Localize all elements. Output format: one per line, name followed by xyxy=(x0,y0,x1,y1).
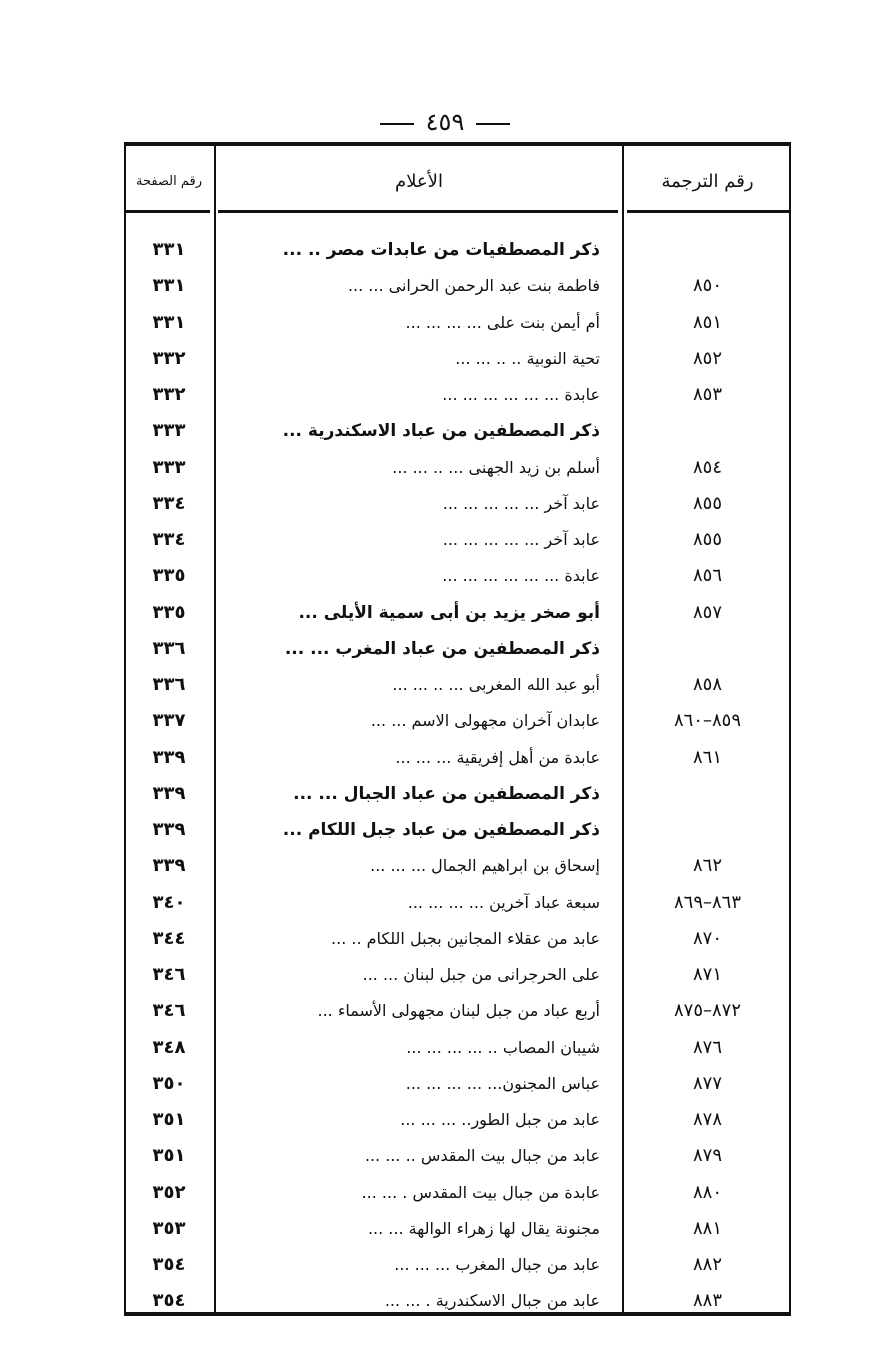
row-page-number: ٣٥٣ xyxy=(152,1217,186,1239)
page-number-text: ٤٥٩ xyxy=(425,108,465,136)
row-name: شيبان المصاب .. ... ... ... ... xyxy=(406,1037,600,1057)
row-name: عابد من جبال بيت المقدس .. ... ... xyxy=(364,1146,600,1166)
row-name: ذكر المصطفيات من عابدات مصر .. ... xyxy=(282,240,600,260)
row-entry-number xyxy=(624,776,791,812)
row-page-number: ٣٤٨ xyxy=(152,1036,186,1058)
row-name: أسلم بن زيد الجهنى ... .. ... ... xyxy=(392,457,600,477)
row-page-number: ٣٥٤ xyxy=(152,1290,186,1312)
row-entry-number: ٨٨٣ xyxy=(692,1290,722,1312)
row-entry-number: ٨٧١ xyxy=(692,964,722,985)
table-row xyxy=(124,341,791,377)
row-entry-number: ٨٥١ xyxy=(692,311,722,333)
row-entry-number xyxy=(624,232,791,268)
row-page-number: ٣٣٦ xyxy=(152,637,186,659)
table-row xyxy=(124,776,791,812)
row-name: عابد آخر ... ... ... ... ... xyxy=(442,530,600,549)
page-number-dash-right xyxy=(476,123,510,125)
row-name: عابد من جبال المغرب ... ... ... xyxy=(394,1255,600,1274)
table-row xyxy=(124,921,791,957)
row-entry-number: ٨٦٣–٨٦٩ xyxy=(673,891,742,913)
row-name: مجنونة يقال لها زهراء الوالهة ... ... xyxy=(367,1218,600,1238)
header-page-number: رقم الصفحة xyxy=(135,174,203,189)
row-page-number: ٣٣٢ xyxy=(152,347,186,369)
row-entry-number: ٨٥٢ xyxy=(692,347,722,369)
row-entry-number: ٨٦٢ xyxy=(692,855,722,877)
table-row xyxy=(124,848,791,884)
row-entry-number: ٨٧٩ xyxy=(692,1145,722,1167)
row-entry-number: ٨٨٠ xyxy=(692,1181,722,1203)
table-row xyxy=(124,1138,791,1174)
row-entry-number: ٨٨٢ xyxy=(692,1254,722,1275)
row-name: فاطمة بنت عبد الرحمن الحرانى ... ... xyxy=(347,276,600,296)
row-entry-number: ٨٥٩–٨٦٠ xyxy=(673,710,742,732)
row-name: عابدة من أهل إفريقية ... ... ... xyxy=(395,747,600,767)
header-rule xyxy=(627,210,791,213)
row-page-number: ٣٣٧ xyxy=(152,710,186,732)
row-name: إسحاق بن ابراهيم الجمال ... ... ... xyxy=(370,856,600,876)
table-body xyxy=(124,232,791,1320)
row-page-number: ٣٣٩ xyxy=(152,746,186,768)
row-entry-number xyxy=(624,631,791,667)
row-page-number: ٣٤٠ xyxy=(152,891,186,913)
row-page-number: ٣٤٦ xyxy=(152,964,186,985)
row-entry-number: ٨٥٥ xyxy=(692,529,722,550)
row-name: عابدة ... ... ... ... ... ... xyxy=(442,385,600,404)
page-number xyxy=(0,108,890,136)
row-name: عابدة ... ... ... ... ... ... xyxy=(442,566,600,586)
table-row xyxy=(124,1175,791,1211)
row-name: عابد من عقلاء المجانين بجبل اللكام .. ... xyxy=(331,928,600,948)
row-entry-number: ٨٨١ xyxy=(692,1217,722,1239)
table-row xyxy=(124,522,791,558)
table-row xyxy=(124,413,791,449)
row-name: ذكر المصطفين من عباد الاسكندرية ... xyxy=(282,421,600,442)
table-row xyxy=(124,268,791,304)
table-row xyxy=(124,486,791,522)
index-table xyxy=(124,142,791,1316)
row-name: أم أيمن بنت على ... ... ... ... xyxy=(405,312,600,332)
row-entry-number: ٨٥٨ xyxy=(692,674,722,695)
row-page-number: ٣٣٩ xyxy=(152,819,186,840)
row-entry-number: ٨٧٨ xyxy=(692,1109,722,1130)
row-entry-number: ٨٥٧ xyxy=(692,601,722,623)
row-entry-number: ٨٥٠ xyxy=(692,275,722,297)
row-name: سبعة عباد آخرين ... ... ... ... xyxy=(407,892,600,912)
table-row xyxy=(124,1247,791,1283)
table-row xyxy=(124,1102,791,1138)
row-page-number: ٣٤٤ xyxy=(152,927,186,949)
table-row xyxy=(124,812,791,848)
page-number-dash-left xyxy=(380,123,414,125)
row-page-number: ٣٥١ xyxy=(152,1109,186,1130)
row-entry-number: ٨٦١ xyxy=(692,746,722,768)
row-name: ذكر المصطفين من عباد الجبال ... ... xyxy=(293,783,600,804)
row-entry-number: ٨٧٦ xyxy=(692,1036,722,1058)
header-rule xyxy=(218,210,618,213)
table-row xyxy=(124,450,791,486)
row-page-number: ٣٣٤ xyxy=(152,529,186,550)
row-name: عابدان آخران مجهولى الاسم ... ... xyxy=(370,711,600,731)
table-row xyxy=(124,993,791,1029)
row-entry-number: ٨٥٥ xyxy=(692,492,722,514)
table-row xyxy=(124,377,791,413)
row-name: تحية النوبية .. .. ... ... xyxy=(455,348,600,368)
row-name: أبو عبد الله المغربى ... .. ... ... xyxy=(392,675,600,694)
row-name: ذكر المصطفين من عباد جبل اللكام ... xyxy=(282,820,600,840)
row-page-number: ٣٣٣ xyxy=(152,420,186,442)
row-page-number: ٣٣٥ xyxy=(152,565,186,587)
row-name: ذكر المصطفين من عباد المغرب ... ... xyxy=(284,638,600,659)
table-row xyxy=(124,631,791,667)
row-entry-number: ٨٥٤ xyxy=(692,456,722,478)
header-rule xyxy=(124,210,210,213)
row-entry-number: ٨٧٢–٨٧٥ xyxy=(673,1000,742,1022)
header-entry-number: رقم الترجمة xyxy=(661,171,754,192)
row-entry-number: ٨٧٧ xyxy=(692,1072,722,1094)
table-row xyxy=(124,1066,791,1102)
row-name: عابد من جبل الطور.. ... ... ... xyxy=(400,1110,600,1129)
row-page-number: ٣٣١ xyxy=(152,239,186,260)
row-name: عباس المجنون... ... ... ... ... xyxy=(405,1073,600,1093)
table-row xyxy=(124,1030,791,1066)
table-row xyxy=(124,232,791,268)
row-page-number: ٣٣٥ xyxy=(152,601,186,623)
row-name: عابدة من جبال بيت المقدس . ... ... xyxy=(361,1182,600,1202)
row-page-number: ٣٤٦ xyxy=(152,1000,186,1022)
table-row xyxy=(124,957,791,993)
row-entry-number: ٨٧٠ xyxy=(692,927,722,949)
row-page-number: ٣٣٩ xyxy=(152,855,186,877)
row-page-number: ٣٥٤ xyxy=(152,1254,186,1275)
row-page-number: ٣٥١ xyxy=(152,1145,186,1167)
row-page-number: ٣٣١ xyxy=(152,275,186,297)
row-name: أبو صخر يزيد بن أبى سمية الأيلى ... xyxy=(298,602,600,623)
row-page-number: ٣٥٠ xyxy=(152,1072,186,1094)
row-page-number: ٣٣٦ xyxy=(152,674,186,695)
table-row xyxy=(124,667,791,703)
row-page-number: ٣٣٢ xyxy=(152,384,186,405)
row-name: على الحرجرانى من جبل لبنان ... ... xyxy=(362,965,600,984)
row-entry-number xyxy=(624,812,791,848)
table-row xyxy=(124,885,791,921)
table-row xyxy=(124,595,791,631)
row-name: أربع عباد من جبل لبنان مجهولى الأسماء ... xyxy=(317,1001,600,1021)
row-entry-number: ٨٥٦ xyxy=(692,565,722,587)
table-row xyxy=(124,703,791,739)
row-entry-number xyxy=(624,413,791,449)
row-name: عابد من جبال الاسكندرية . ... ... xyxy=(384,1291,600,1311)
row-page-number: ٣٣٣ xyxy=(152,456,186,478)
table-row xyxy=(124,558,791,594)
row-page-number: ٣٣١ xyxy=(152,311,186,333)
row-page-number: ٣٥٢ xyxy=(152,1181,186,1203)
row-page-number: ٣٣٤ xyxy=(152,492,186,514)
header-names: الأعلام xyxy=(395,171,443,192)
table-row xyxy=(124,740,791,776)
row-name: عابد آخر ... ... ... ... ... xyxy=(442,493,600,513)
row-page-number: ٣٣٩ xyxy=(152,782,186,804)
row-entry-number: ٨٥٣ xyxy=(692,384,722,405)
table-row xyxy=(124,1211,791,1247)
table-row xyxy=(124,1283,791,1319)
table-row xyxy=(124,305,791,341)
